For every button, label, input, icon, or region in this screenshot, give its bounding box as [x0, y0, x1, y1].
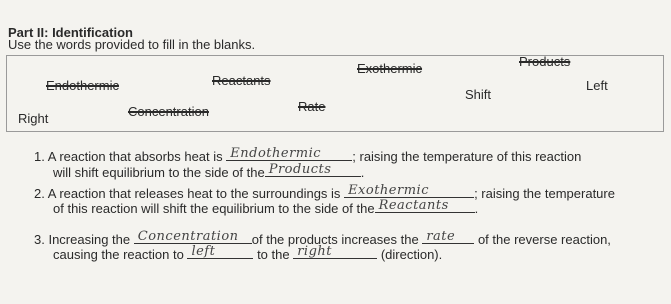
word-bank-right: Right	[18, 111, 49, 126]
answer-blank[interactable]	[293, 245, 377, 259]
section-title: Part II: Identification	[8, 25, 133, 40]
answer-blank[interactable]	[226, 147, 352, 161]
word-bank-exothermic: Exothermic	[357, 61, 423, 76]
question-number: 2.	[34, 186, 45, 201]
question-3-line-1: 3. Increasing the Concentration of the products increases the rate of the reverse reaction,	[34, 229, 611, 247]
word-bank-products: Products	[519, 54, 571, 69]
handwritten-answer: Exothermic	[348, 183, 429, 198]
answer-blank[interactable]	[187, 245, 253, 259]
question-number: 1.	[34, 149, 45, 164]
instructions: Use the words provided to fill in the blanks.	[8, 37, 256, 52]
answer-blank[interactable]	[375, 199, 475, 213]
answer-blank[interactable]	[265, 163, 361, 177]
word-bank-endothermic: Endothermic	[46, 78, 119, 93]
handwritten-answer: Endothermic	[230, 146, 322, 161]
word-bank-concentration: Concentration	[128, 104, 209, 119]
answer-blank[interactable]	[134, 230, 252, 244]
word-bank-reactants: Reactants	[212, 73, 271, 88]
question-2-line-2: of this reaction will shift the equilibrium to the side of the Reactants .	[53, 198, 479, 216]
answer-blank[interactable]	[422, 230, 474, 244]
handwritten-answer: rate	[426, 229, 456, 244]
handwritten-answer: right	[297, 244, 333, 259]
question-3-line-2: causing the reaction to left to the right (direction).	[53, 244, 443, 262]
handwritten-answer: Concentration	[137, 229, 239, 244]
word-bank-rate: Rate	[298, 99, 326, 114]
handwritten-answer: Products	[268, 162, 332, 177]
word-bank-left: Left	[586, 78, 608, 93]
answer-blank[interactable]	[344, 184, 474, 198]
handwritten-answer: left	[191, 244, 216, 259]
word-bank-shift: Shift	[465, 87, 492, 102]
question-1-line-2: will shift equilibrium to the side of the Products .	[53, 162, 365, 180]
handwritten-answer: Reactants	[378, 198, 449, 213]
question-2-line-1: 2. A reaction that releases heat to the surroundings is Exothermic ; raising the temperature	[34, 183, 615, 201]
question-number: 3.	[34, 232, 45, 247]
question-1-line-1: 1. A reaction that absorbs heat is Endothermic ; raising the temperature of this reaction	[34, 146, 582, 164]
